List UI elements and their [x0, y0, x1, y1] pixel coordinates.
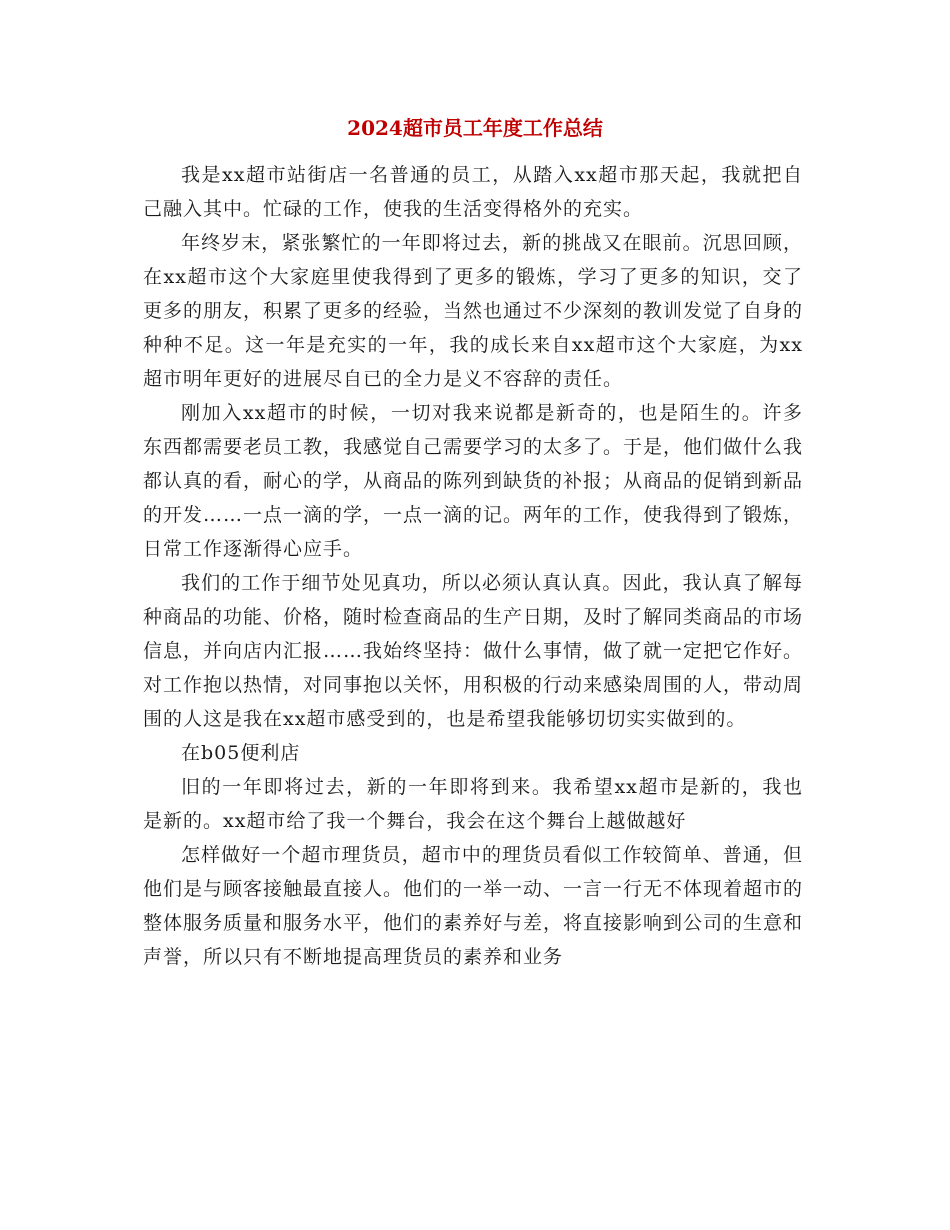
paragraph: 怎样做好一个超市理货员，超市中的理货员看似工作较简单、普通，但他们是与顾客接触最直接人。他们的一举一动、一言一行无不体现着超市的整体服务质量和服务水平，他们的素养好与差，将直接影响到公司的生意和声誉，所以只有不断地提高理货员的素养和业务: [143, 844, 804, 968]
paragraph: 旧的一年即将过去，新的一年即将到来。我希望xx超市是新的，我也是新的。xx超市给了我一个舞台，我会在这个舞台上越做越好: [143, 776, 803, 832]
paragraph: 在b05便利店: [181, 742, 301, 764]
paragraph: 刚加入xx超市的时候，一切对我来说都是新奇的，也是陌生的。许多东西都需要老员工教，我感觉自己需要学习的太多了。于是，他们做什么我都认真的看，耐心的学，从商品的陈列到缺货的补报；从商品的促销到新品的开发……一点一滴的学，一点一滴的记。两年的工作，使我得到了锻炼，日常工作逐渐得心应手。: [143, 402, 804, 560]
paragraph: 我是xx超市站街店一名普通的员工，从踏入xx超市那天起，我就把自己融入其中。忙碌的工作，使我的生活变得格外的充实。: [143, 164, 803, 220]
document-body: [143, 158, 803, 974]
paragraph: 年终岁末，紧张繁忙的一年即将过去，新的挑战又在眼前。沉思回顾，在xx超市这个大家庭里使我得到了更多的锻炼，学习了更多的知识，交了更多的朋友，积累了更多的经验，当然也通过不少深刻的教训发觉了自身的种种不足。这一年是充实的一年，我的成长来自xx超市这个大家庭，为xx超市明年更好的进展尽自已的全力是义不容辞的责任。: [143, 232, 804, 390]
document-title: 2024超市员工年度工作总结: [347, 116, 603, 140]
paragraph: 我们的工作于细节处见真功，所以必须认真认真。因此，我认真了解每种商品的功能、价格，随时检查商品的生产日期，及时了解同类商品的市场信息，并向店内汇报……我始终坚持：做什么事情，做了就一定把它作好。对工作抱以热情，对同事抱以关怀，用积极的行动来感染周围的人，带动周围的人这是我在xx超市感受到的，也是希望我能够切切实实做到的。: [143, 572, 804, 730]
